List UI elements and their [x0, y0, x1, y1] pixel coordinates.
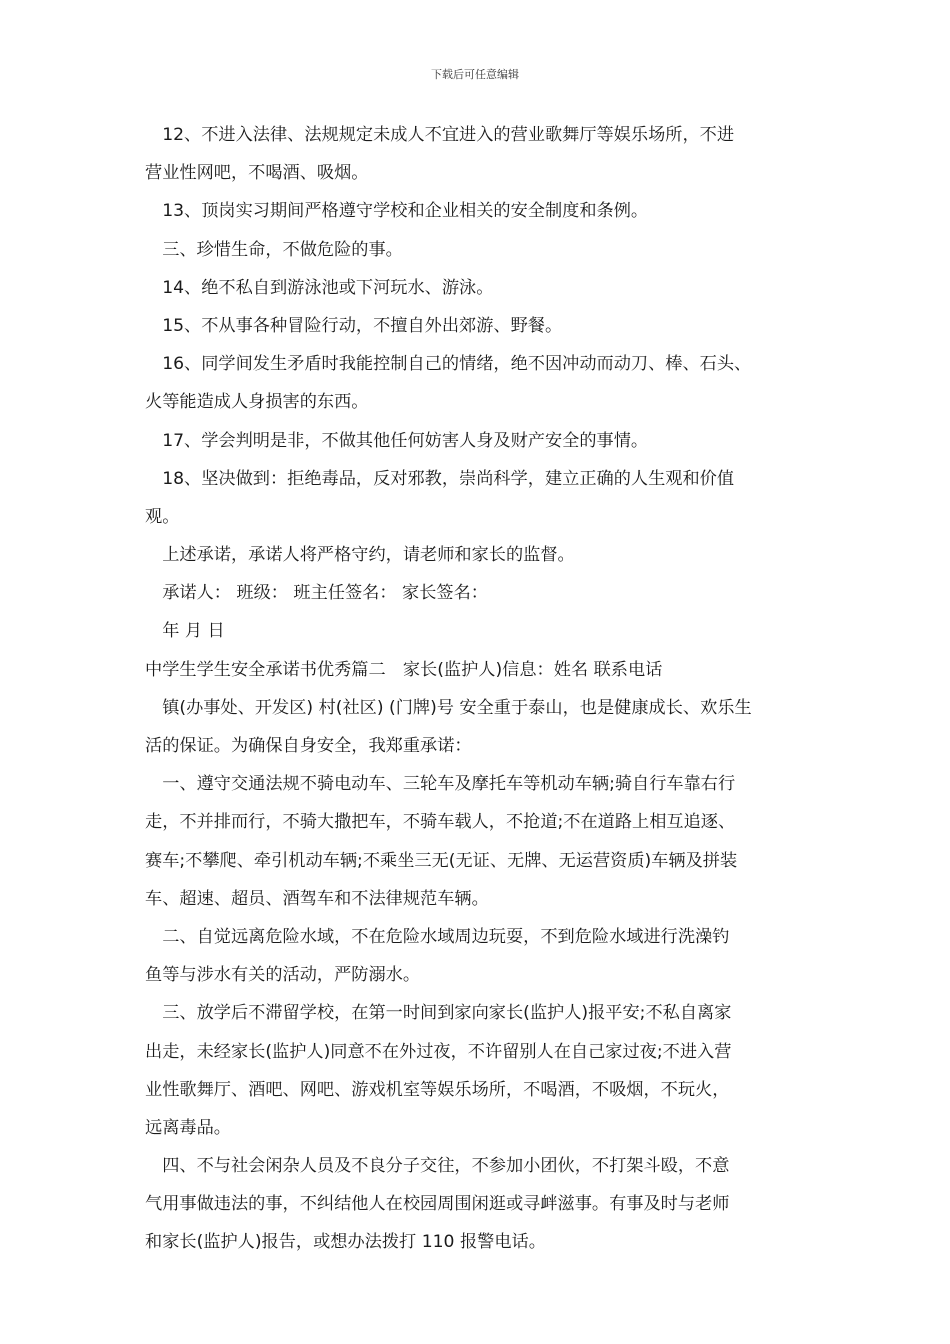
- text-line: 15、不从事各种冒险行动，不擅自外出郊游、野餐。: [145, 315, 563, 336]
- text-line: 气用事做违法的事，不纠结他人在校园周围闲逛或寻衅滋事。有事及时与老师: [145, 1194, 730, 1215]
- text-line: 13、顶岗实习期间严格遵守学校和企业相关的安全制度和条例。: [145, 201, 649, 222]
- text-line: 火等能造成人身损害的东西。: [145, 392, 369, 413]
- text-line: 观。: [145, 506, 180, 527]
- text-line: 活的保证。为确保自身安全，我郑重承诺：: [145, 736, 472, 756]
- text-line: 一、遵守交通法规不骑电动车、三轮车及摩托车等机动车辆;骑自行车靠右行: [145, 774, 736, 795]
- text-line: 三、放学后不滞留学校，在第一时间到家向家长(监护人)报平安;不私自离家: [145, 1003, 732, 1024]
- section-heading: 三、珍惜生命，不做危险的事。: [145, 239, 403, 260]
- section-title: 中学生学生安全承诺书优秀篇二 家长(监护人)信息：姓名 联系电话: [145, 659, 663, 680]
- text-line: 16、同学间发生矛盾时我能控制自己的情绪，绝不因冲动而动刀、棒、石头、: [145, 354, 752, 375]
- text-line: 车、超速、超员、酒驾车和不法律规范车辆。: [145, 888, 489, 909]
- text-line: 远离毒品。: [145, 1117, 231, 1138]
- text-line: 镇(办事处、开发区) 村(社区) (门牌)号 安全重于泰山，也是健康成长、欢乐生: [145, 697, 752, 718]
- text-line: 18、坚决做到：拒绝毒品，反对邪教，崇尚科学，建立正确的人生观和价值: [145, 468, 735, 489]
- text-line: 业性歌舞厅、酒吧、网吧、游戏机室等娱乐场所，不喝酒，不吸烟，不玩火，: [145, 1079, 730, 1100]
- text-line: 14、绝不私自到游泳池或下河玩水、游泳。: [145, 277, 494, 298]
- text-line: 鱼等与涉水有关的活动，严防溺水。: [145, 965, 421, 986]
- text-line: 和家长(监护人)报告，或想办法拨打 110 报警电话。: [145, 1232, 546, 1253]
- text-line: 营业性网吧，不喝酒、吸烟。: [145, 163, 369, 184]
- text-line: 上述承诺，承诺人将严格守约，请老师和家长的监督。: [145, 545, 575, 566]
- text-line: 四、不与社会闲杂人员及不良分子交往，不参加小团伙，不打架斗殴，不意: [145, 1156, 730, 1177]
- document-body: [145, 116, 817, 1262]
- text-line: 赛车;不攀爬、牵引机动车辆;不乘坐三无(无证、无牌、无运营资质)车辆及拼装: [145, 850, 738, 871]
- text-line: 出走，未经家长(监护人)同意不在外过夜，不许留别人在自己家过夜;不进入营: [145, 1041, 732, 1062]
- text-line: 17、学会判明是非，不做其他任何妨害人身及财产安全的事情。: [145, 430, 649, 451]
- text-line: 二、自觉远离危险水域，不在危险水域周边玩耍，不到危险水域进行洗澡钓: [145, 926, 730, 947]
- date-line: 年 月 日: [145, 621, 225, 642]
- signature-line: 承诺人： 班级： 班主任签名： 家长签名：: [145, 583, 488, 604]
- text-line: 12、不进入法律、法规规定未成人不宜进入的营业歌舞厅等娱乐场所，不进: [145, 125, 735, 145]
- text-line: 走，不并排而行，不骑大撒把车，不骑车载人，不抢道;不在道路上相互追逐、: [145, 812, 736, 833]
- page-header: 下载后可任意编辑: [431, 68, 519, 81]
